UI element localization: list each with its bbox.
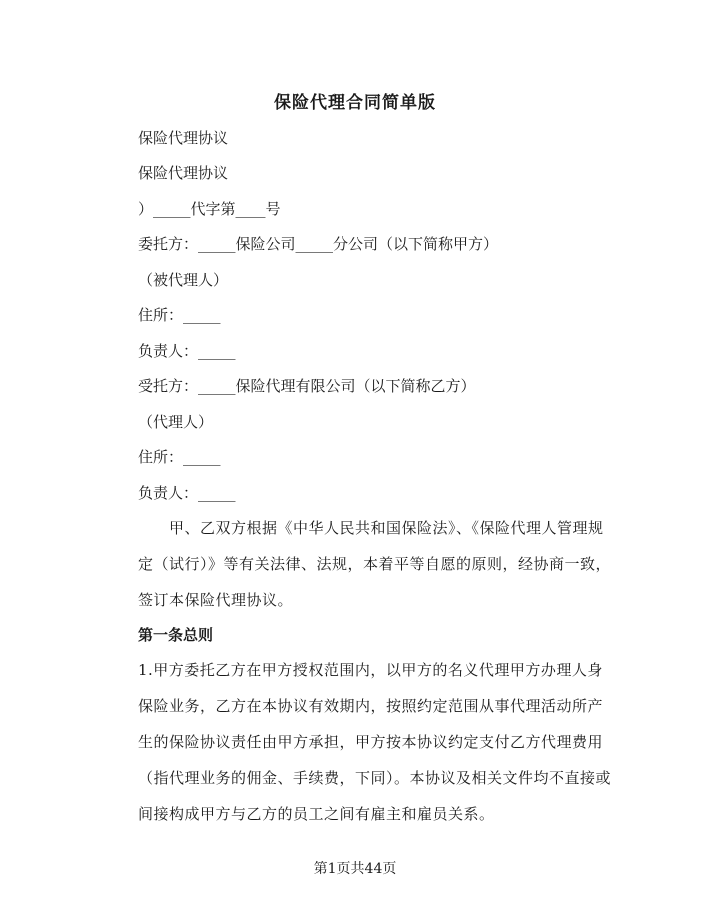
- intro-paragraph: 甲、乙双方根据《中华人民共和国保险法》、《保险代理人管理规定（试行）》等有关法律、法规，本着平等自愿的原则，经协商一致，签订本保险代理协议。: [138, 519, 612, 609]
- text-line-contract-number: ）_____代字第____号: [138, 200, 281, 218]
- text-line-principal-head: 负责人：_____: [138, 342, 236, 360]
- section-heading-general: 第一条总则: [138, 626, 214, 644]
- text-line-agent: 受托方：_____保险代理有限公司（以下简称乙方）: [138, 377, 476, 395]
- text-line-principal-role: （被代理人）: [138, 271, 229, 289]
- text-line-agreement-name-repeat: 保险代理协议: [138, 164, 229, 182]
- text-line-agreement-name: 保险代理协议: [138, 129, 229, 147]
- text-line-principal: 委托方：_____保险公司_____分公司（以下简称甲方）: [138, 235, 499, 253]
- text-line-agent-head: 负责人：_____: [138, 484, 236, 502]
- page-indicator: 第1页共44页: [313, 861, 397, 877]
- text-line-agent-role: （代理人）: [138, 413, 214, 431]
- document-title: 保险代理合同简单版: [274, 93, 436, 113]
- text-line-agent-address: 住所：_____: [138, 448, 221, 466]
- section-paragraph-general: 1.甲方委托乙方在甲方授权范围内，以甲方的名义代理甲方办理人身保险业务，乙方在本协议有效期内，按照约定范围从事代理活动所产生的保险协议责任由甲方承担，甲方按本协议约定支付乙方代理费用（指代理业务的佣金、手续费，下同）。本协议及相关文件均不直接或间接构成甲方与乙方的员工之间有雇主和雇员关系。: [138, 661, 612, 823]
- text-line-principal-address: 住所：_____: [138, 306, 221, 324]
